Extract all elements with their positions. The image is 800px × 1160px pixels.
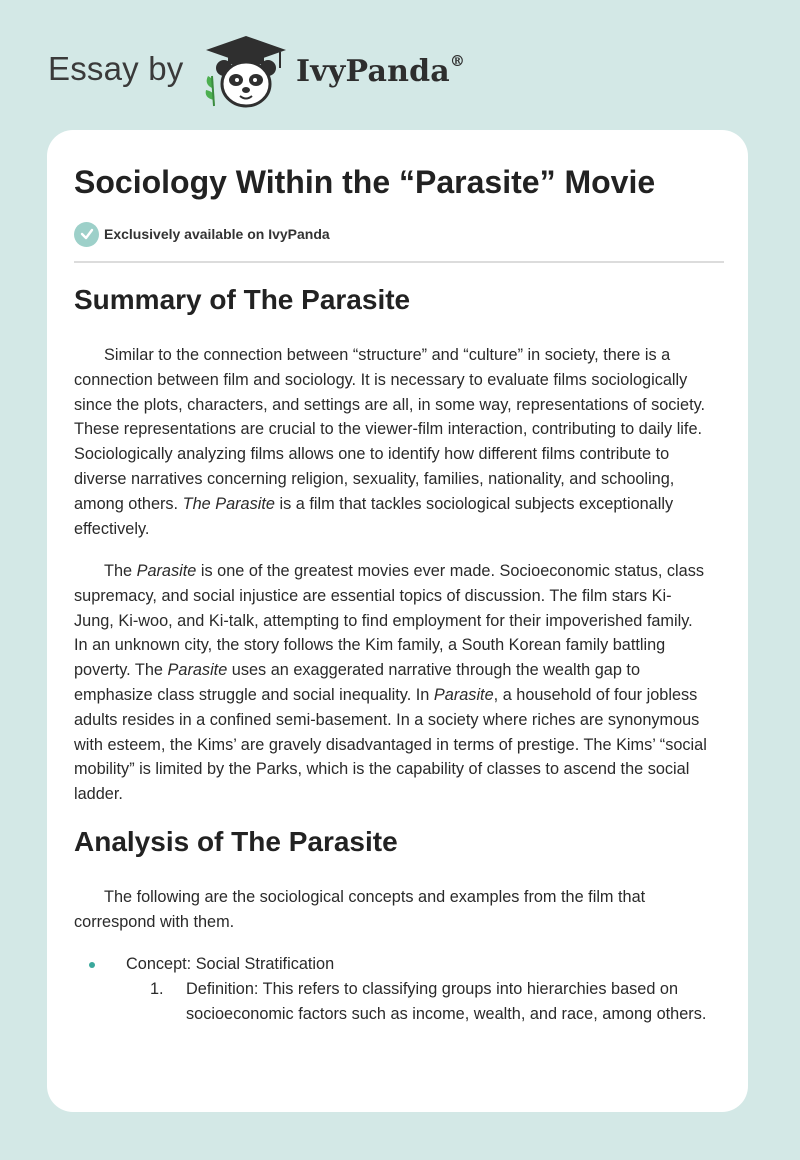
text-line	[74, 658, 724, 683]
text-line: The following are the sociological concepts and examples from the film that	[104, 888, 646, 906]
brand-name: IvyPanda	[296, 54, 450, 89]
exclusive-text: Exclusively available on IvyPanda	[104, 226, 330, 242]
text-run: among others.	[74, 494, 179, 513]
numbered-item	[74, 977, 724, 1027]
number-marker: 1.	[150, 980, 164, 998]
text-line: ladder.	[74, 785, 123, 804]
text-line: correspond with them.	[74, 912, 235, 931]
text-line	[74, 492, 724, 517]
text-line	[74, 559, 724, 584]
text-line: Jung, Ki-woo, and Ki-talk, attempting to find employment for their impoverished family.	[74, 611, 693, 630]
check-icon	[74, 222, 99, 247]
text-line: since the plots, characters, and settings are all, in some way, representations of society.	[74, 395, 706, 414]
panda-graduate-icon[interactable]	[200, 34, 292, 110]
section-heading-analysis: Analysis of The Parasite	[74, 826, 398, 857]
summary-paragraph-1	[74, 343, 724, 541]
text-run: emphasize class struggle and social inequality. In	[74, 685, 430, 704]
bullet-text: Concept: Social Stratification	[126, 955, 335, 973]
film-title-italic: The Parasite	[182, 494, 275, 513]
section-heading-summary: Summary of The Parasite	[74, 284, 411, 315]
brand-logo[interactable]	[296, 54, 465, 89]
essay-card	[47, 130, 748, 1112]
text-line: mobility” is limited by the Parks, which is the capability of classes to ascend the social	[74, 760, 690, 779]
text-line: diverse narratives concerning religion, sexuality, families, nationality, and schooling,	[74, 469, 675, 488]
text-line: with esteem, the Kims’ are gravely disadvantaged in terms of prestige. The Kims’ “social	[74, 735, 707, 754]
bullet-dot-icon	[89, 962, 95, 968]
page-title: Sociology Within the “Parasite” Movie	[74, 164, 656, 200]
text-line: Definition: This refers to classifying groups into hierarchies based on	[186, 980, 679, 998]
text-line: Similar to the connection between “structure” and “culture” in society, there is a	[104, 346, 671, 364]
film-title-italic: Parasite	[167, 661, 228, 680]
list-item	[74, 952, 724, 977]
text-line: effectively.	[74, 519, 150, 538]
text-run: , a household of four jobless	[493, 685, 698, 704]
text-run: is one of the greatest movies ever made. Socioeconomic status, class	[200, 562, 705, 580]
analysis-intro	[74, 885, 724, 935]
text-line: In an unknown city, the story follows the Kim family, a South Korean family battling	[74, 636, 666, 655]
site-header	[0, 0, 800, 130]
exclusive-badge	[74, 221, 330, 247]
numbered-text	[186, 977, 706, 1027]
text-line: These representations are crucial to the viewer-film interaction, contributing to daily life.	[74, 420, 703, 439]
text-line: adults resides in a confined semi-basement. In a society where riches are synonymous	[74, 710, 700, 729]
text-run: is a film that tackles sociological subjects exceptionally	[279, 494, 674, 513]
text-line: supremacy, and social injustice are essential topics of discussion. The film stars Ki-	[74, 586, 672, 605]
text-run: poverty. The	[74, 661, 163, 680]
text-line: Sociologically analyzing films allows one to identify how different films contribute to	[74, 445, 670, 464]
text-run: uses an exaggerated narrative through the wealth gap to	[231, 661, 641, 680]
text-line	[74, 683, 724, 708]
text-line: connection between film and sociology. It is necessary to evaluate films sociologically	[74, 370, 688, 389]
film-title-italic: Parasite	[433, 685, 494, 704]
text-line: socioeconomic factors such as income, wealth, and race, among others.	[186, 1004, 707, 1023]
trademark-symbol: ®	[449, 52, 466, 70]
text-run: The	[104, 562, 133, 580]
divider	[74, 261, 724, 263]
summary-paragraph-2	[74, 559, 724, 807]
essay-by-label: Essay by	[48, 50, 184, 87]
film-title-italic: Parasite	[136, 562, 197, 580]
